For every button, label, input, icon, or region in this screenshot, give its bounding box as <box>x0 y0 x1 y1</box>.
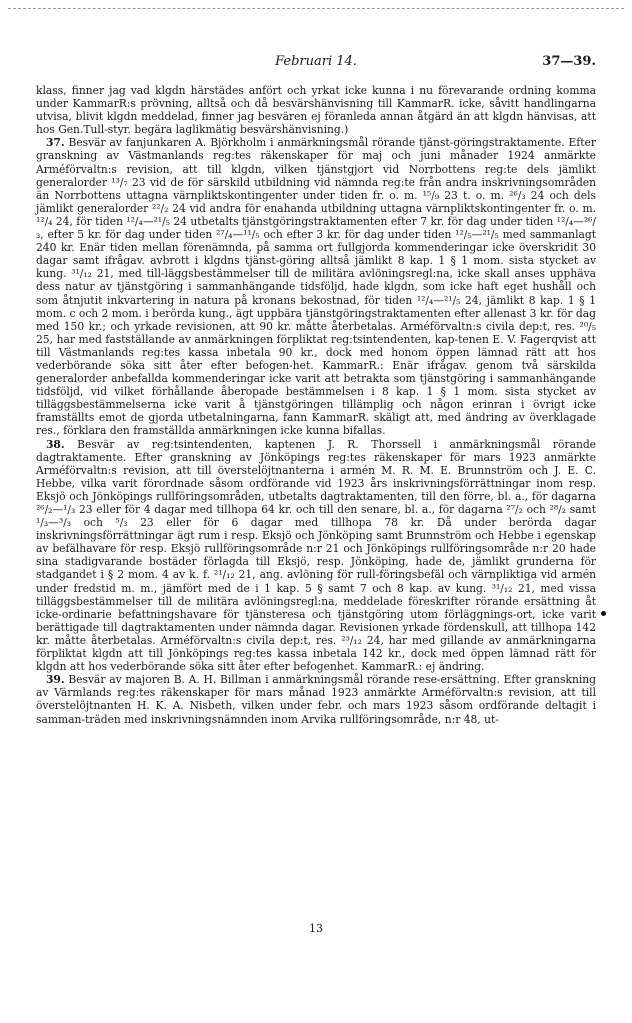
page-footer <box>0 922 632 936</box>
paragraph-text: Besvär av reg:tsintendenten, kaptenen J. R. Thorssell i anmärkningsmål rörande dagtraktamente. Efter granskning av Jönköpings reg:tes räkenskaper för mars 1923 anmärkte Arméförvaltn:s revision, att till överstelöjtnanterna i armén M. R. M. E. Brunnström och J. E. C. Hebbe, vilka varit förordnade såsom ordförande vid 1923 års inskrivningsförrättningar inom resp. Eksjö och Jönköpings rullföringsområden, utbetalts dagtraktamenten, till den förre, bl. a., för dagarna ²⁶/₂—¹/₃ 23 eller för 4 dagar med tillhopa 64 kr. och till den senare, bl. a., för dagarna ²⁷/₂ och ²⁸/₂ samt ¹/₃—³/₃ och ⁵/₃ 23 eller för 6 dagar med tillhopa 78 kr. Då under berörda dagar inskrivningsförrättningar ägt rum i resp. Eksjö och Jönköping samt Brunnström och Hebbe i egenskap av befälhavare för resp. Eksjö rullföringsområde n:r 21 och Jönköpings rullföringsområde n:r 20 hade sina stadigvarande bostäder förlagda till Eksjö, resp. Jönköping, hade de, jämlikt grunderna för stadgandet i § 2 mom. 4 av k. f. ²¹/₁₂ 21, ang. avlöning för rull-föringsbefäl och värnpliktiga vid armén under fredstid m. m., jämfört med de i 1 kap. 5 § samt 7 och 8 kap. av kung. ³¹/₁₂ 21, med vissa tilläggsbestämmelser till de militära avlöningsregl:na, meddelade föreskrifter rörande ersättning åt icke-ordinarie befattningshavare för tjänsteresa och tjänstgöring utom förläggnings-ort, icke varit berättigade till dagtraktamenten under nämnda dagar. Revisionen yrkade fördenskull, att tillhopa 142 kr. måtte återbetalas. Arméförvaltn:s civila dep:t, res. ²³/₁₂ 24, har med gillande av anmärkningarna förpliktat klgdn att till Jönköpings reg:tes kassa inbetala 142 kr., dock med öppen lämnad rätt för klgdn att hos vederbörande söka sitt åter efter befogenhet. KammarR.: ej ändring. <box>36 437 596 674</box>
page-header <box>36 54 596 70</box>
paragraph-case-38 <box>36 438 596 674</box>
paragraph-continuation <box>36 84 596 136</box>
page-number: 13 <box>309 922 323 935</box>
header-date: Februari 14. <box>275 54 357 69</box>
case-number: 38. <box>46 437 65 451</box>
header-case-numbers: 37—39. <box>542 54 596 69</box>
paragraph-text: Besvär av majoren B. A. H. Billman i anmärkningsmål rörande rese-ersättning. Efter granskning av Värmlands reg:tes räkenskaper för mars månad 1923 anmärkte Arméförvaltn:s revision, att till överstelöjtnanten H. K. A. Nisbeth, vilken under febr. och mars 1923 såsom ordförande deltagit i samman-träden med inskrivningsnämnden inom Arvika rullföringsområde, n:r 48, ut- <box>36 673 596 726</box>
paragraph-text: Besvär av fanjunkaren A. Björkholm i anmärkningsmål rörande tjänst-göringstraktamente. Efter granskning av Västmanlands reg:tes räkenskaper för maj och juni månader 1924 anmärkte Arméförvaltn:s revision, att till klgdn, vilken tjänstgjort vid Norrbottens reg:te dels jämlikt generalorder ¹³/₇ 23 vid de för särskild utbildning vid nämnda reg:te från andra inskrivningsområden än Norrbottens uttagna värnpliktskontingenter under tiden fr. o. m. ¹⁵/₉ 23 t. o. m. ²⁶/₃ 24 och dels jämlikt generalorder ²²/₂ 24 vid andra för enahanda utbildning uttagna värnpliktskontingenter fr. o. m. ¹²/₄ 24, för tiden ¹²/₄—²¹/₅ 24 utbetalts tjänstgöringstraktamenten efter 7 kr. för dag under tiden ¹²/₄—²⁶/₃, efter 5 kr. för dag under tiden ²⁷/₄—¹¹/₅ och efter 3 kr. för dag under tiden ¹²/₅—²¹/₅ med sammanlagt 240 kr. Enär tiden mellan förenämnda, på samma ort fullgjorda kommenderingar icke överskridit 30 dagar samt ifrågav. avbrott i klgdns tjänst-göring alltså jämlikt 8 kap. 1 § 1 mom. sista stycket av kung. ³¹/₁₂ 21, med till-läggsbestämmelser till de militära avlöningsregl:na, icke skall anses upphäva dess natur av tjänstgöring i sammanhängande tidsföljd, hade klgdn, som icke haft eget hushåll och som åtnjutit inkvartering in natura på kronans bekostnad, för tiden ¹²/₄—²¹/₅ 24, jämlikt 8 kap. 1 § 1 mom. c och 2 mom. i berörda kung., ägt uppbära tjänstgöringstraktamenten efter allenast 3 kr. för dag med 150 kr.; och yrkade revisionen, att 90 kr. måtte återbetalas. Arméförvaltn:s civila dep:t, res. ²⁰/₅ 25, har med fastställande av anmärkningen förpliktat reg:tsintendenten, kap-tenen E. V. Fagerqvist att till Västmanlands reg:tes kassa inbetala 90 kr., dock med honom öppen lämnad rätt att hos vederbörande söka sitt åter efter befogen-het. KammarR.: Enär ifrågav. genom två särskilda generalorder anbefallda kommenderingar icke varit att betrakta som tjänstgöring i sammanhängande tidsföljd, vid vilket förhållande åberopade bestämmelsen i 8 kap. 1 § 1 mom. sista stycket av tilläggsbestämmelserna icke varit å tjänstgöringen tillämplig och någon erinran i övrigt icke framställts emot de gjorda utbetalningarna, fann KammarR. skäligt att, med ändring av överklagade res., förklara den framställda anmärkningen icke kunna bifallas. <box>36 136 596 438</box>
scan-top-edge <box>8 8 624 9</box>
page-body <box>36 84 596 726</box>
margin-dot-mark <box>601 611 606 616</box>
paragraph-text: klass, finner jag vad klgdn härstädes anfört och yrkat icke kunna i nu förevarande ordning komma under KammarR:s prövning, alltså och då besvärshänvisning till KammarR. icke, såvitt handlingarna utvisa, blivit klgdn meddelad, finner jag besvären ej föranleda annan åtgärd än att klgdn hänvisas, att hos Gen.Tull-styr. begära laglikmätig besvärshänvisning.) <box>36 84 596 137</box>
case-number: 39. <box>46 673 65 687</box>
paragraph-case-37 <box>36 136 596 437</box>
case-number: 37. <box>46 136 65 150</box>
paragraph-case-39 <box>36 673 596 725</box>
